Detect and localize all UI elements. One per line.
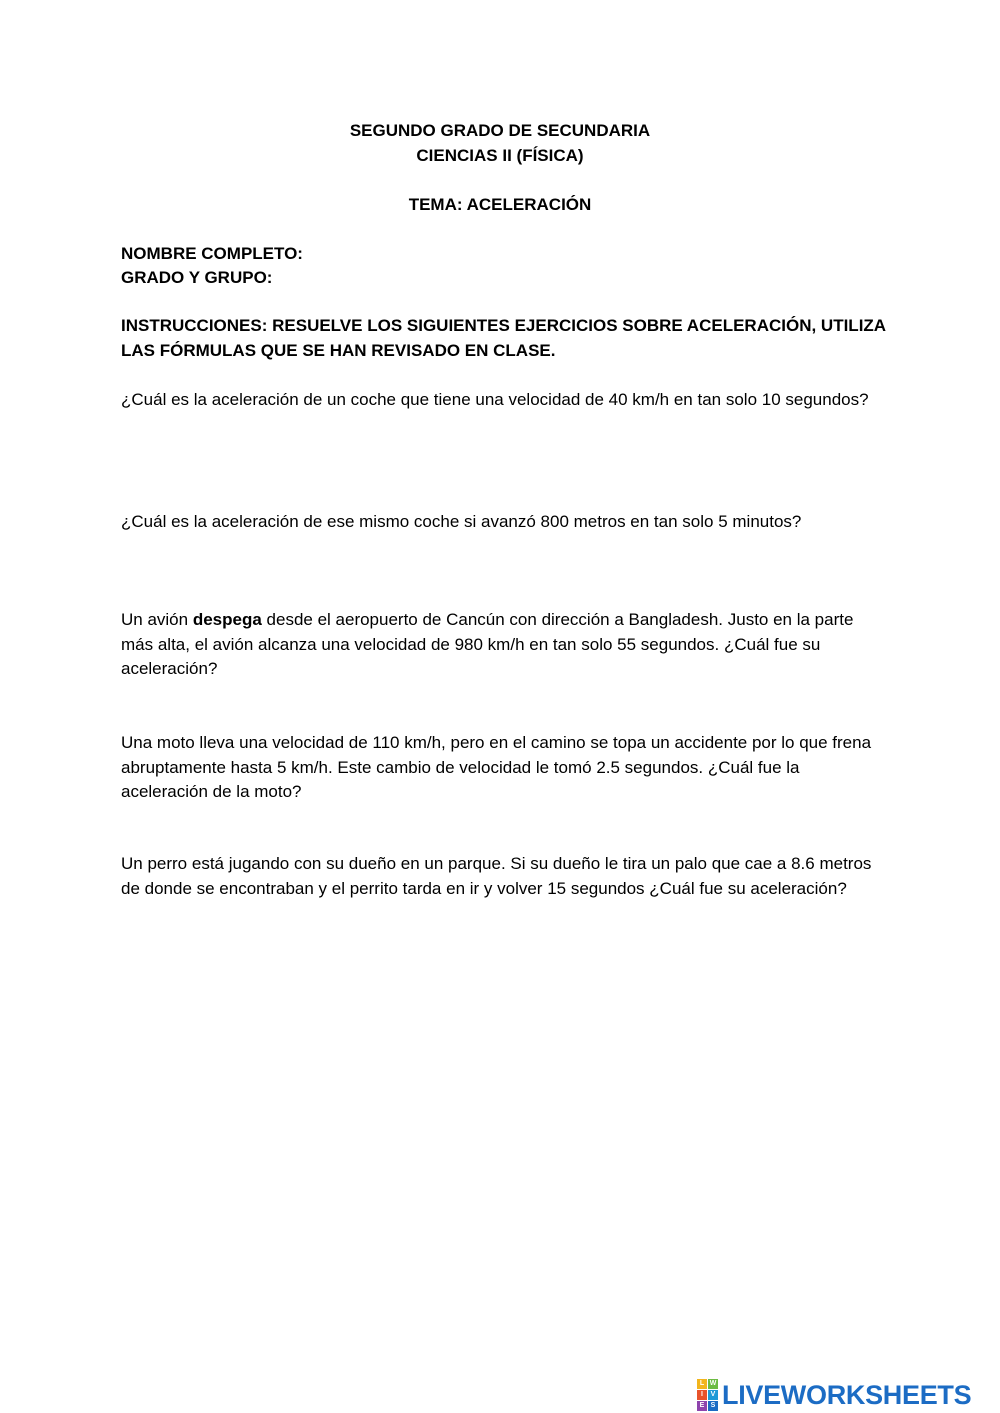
question-3-bold-word: despega [192,610,262,629]
question-2: ¿Cuál es la aceleración de ese mismo coche si avanzó 800 metros en tan solo 5 minutos? [121,512,802,531]
grade-group-label: GRADO Y GRUPO: [121,268,273,287]
liveworksheets-logo [697,1379,971,1411]
question-3 [121,608,886,682]
logo-square: I [697,1390,707,1400]
grade-heading: SEGUNDO GRADO DE SECUNDARIA [349,121,651,140]
logo-square: V [708,1390,718,1400]
logo-squares-icon [697,1379,718,1411]
subject-heading: CIENCIAS II (FÍSICA) [416,146,584,165]
logo-square: L [697,1379,707,1389]
logo-square: S [708,1401,718,1411]
question-1: ¿Cuál es la aceleración de un coche que tiene una velocidad de 40 km/h en tan solo 10 segundos? [121,390,869,409]
question-3-intro: Un avión [121,610,193,629]
full-name-label: NOMBRE COMPLETO: [121,244,303,263]
topic-heading: TEMA: ACELERACIÓN [408,195,592,214]
instructions-text: INSTRUCCIONES: RESUELVE LOS SIGUIENTES EJERCICIOS SOBRE ACELERACIÓN, UTILIZA LAS FÓRMULAS QUE SE HAN REVISADO EN CLASE. [121,316,886,360]
question-4: Una moto lleva una velocidad de 110 km/h, pero en el camino se topa un accidente por lo que frena abruptamente hasta 5 km/h. Este cambio de velocidad le tomó 2.5 segundos. ¿Cuál fue la aceleración de la moto? [121,733,872,801]
logo-text: LIVEWORKSHEETS [722,1380,972,1410]
question-5: Un perro está jugando con su dueño en un parque. Si su dueño le tira un palo que cae a 8.6 metros de donde se encontraban y el perrito tarda en ir y volver 15 segundos ¿Cuál fue su aceleración? [121,854,872,898]
question-3-rest: desde el aeropuerto de Cancún con dirección a Bangladesh. Justo en la parte más alta, el avión alcanza una velocidad de 980 km/h en tan solo 55 segundos. ¿Cuál fue su aceleración? [121,610,854,678]
logo-square: E [697,1401,707,1411]
logo-square: W [709,1380,717,1387]
